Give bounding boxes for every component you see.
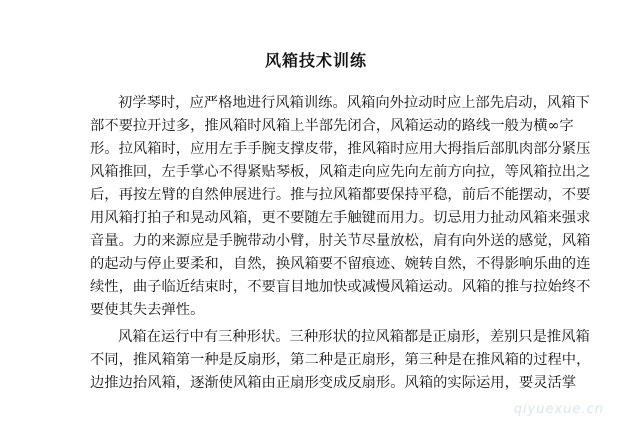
text-line: 不同，推风箱第一种是反扇形，第二种是正扇形，第三种是在推风箱的过程中，	[90, 352, 591, 368]
text-line: 边推边抬风箱，逐渐使风箱由正扇形变成反扇形。风箱的实际运用，要灵活掌	[90, 375, 577, 391]
watermark-text: qiyuexue.cn	[513, 402, 604, 417]
text-line: 用风箱打拍子和晃动风箱，更不要随左手触键而用力。切忌用力扯动风箱来强求	[90, 210, 591, 226]
paragraph-bellows-training	[90, 92, 610, 322]
text-line: 音量。力的来源应是手腕带动小臂，肘关节尽量放松，肩有向外送的感觉，风箱	[90, 233, 591, 249]
text-line: 风箱在运行中有三种形状。三种形状的拉风箱都是正扇形，差别只是推风箱	[118, 329, 590, 345]
text-line: 后，再按左臂的自然伸展进行。推与拉风箱都要保持平稳，前后不能摆动，不要	[90, 187, 591, 203]
text-line: 形。拉风箱时，应用左手手腕支撑皮带，推风箱时应用大拇指后部肌肉部分紧压	[90, 141, 591, 157]
text-line: 续性，曲子临近结束时，不要盲目地加快或减慢风箱运动。风箱的推与拉始终不	[90, 279, 591, 295]
paragraph-bellows-shapes	[90, 326, 610, 395]
text-line: 的起动与停止要柔和，自然，换风箱要不留痕迹、婉转自然，不得影响乐曲的连	[90, 256, 591, 272]
text-line: 部不要拉开过多，推风箱时风箱上半部先闭合，风箱运动的路线一般为横∞字	[90, 118, 574, 134]
document-title: 风箱技术训练	[264, 51, 367, 70]
text-line: 风箱推回，左手掌心不得紧贴琴板，风箱走向应先向左前方向拉，等风箱拉出之	[90, 164, 591, 180]
text-line: 要使其失去弹性。	[90, 302, 205, 318]
text-line: 初学琴时，应严格地进行风箱训练。风箱向外拉动时应上部先启动，风箱下	[118, 95, 590, 111]
